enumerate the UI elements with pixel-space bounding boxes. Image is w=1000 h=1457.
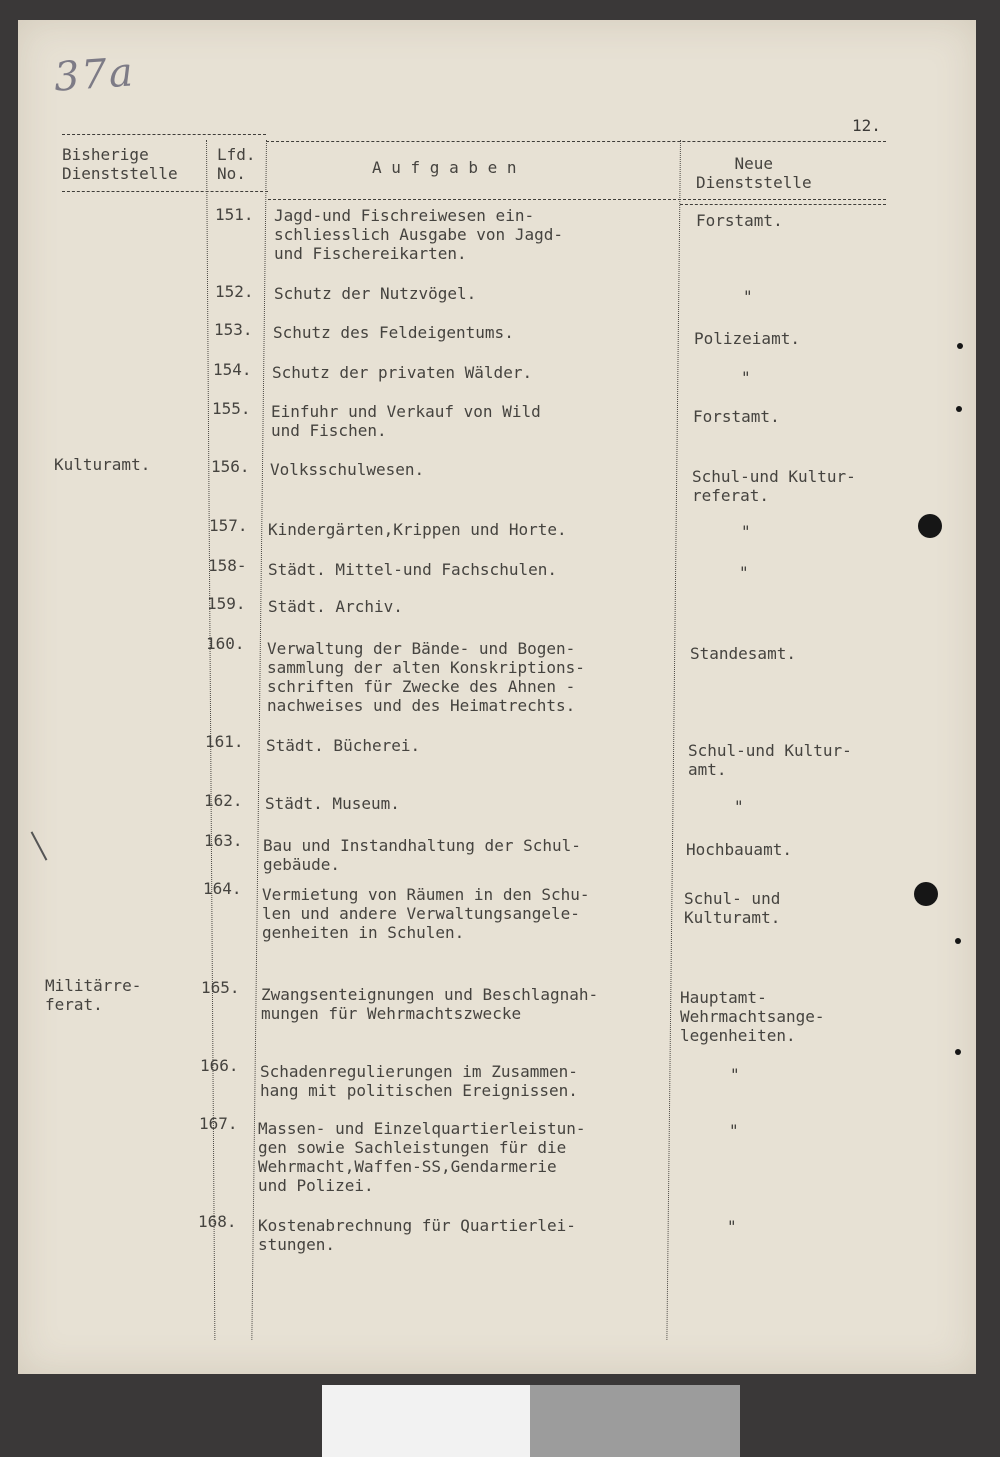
row-number: 160. [206,634,245,653]
margin-dot [956,406,962,412]
header-tasks: A u f g a b e n [372,158,517,177]
row-number: 154. [213,360,252,379]
row-new-office: Hauptamt- Wehrmachtsange- legenheiten. [680,988,825,1045]
row-number: 167. [199,1114,238,1133]
row-task: Vermietung von Räumen in den Schu- len und andere Verwaltungsangele- genheiten in Schulen. [262,885,590,942]
header-bottom-rule-right [268,199,886,200]
row-number: 157. [209,516,248,535]
row-new-office: Forstamt. [693,407,780,426]
margin-dot [955,1049,961,1055]
row-old-office: Militärre- ferat. [45,976,142,1014]
row-number: 159. [207,594,246,613]
row-new-office: " [741,522,751,541]
row-number: 151. [215,205,254,224]
margin-dot [955,938,961,944]
row-new-office: " [739,563,749,582]
calibration-strip-white [322,1385,530,1457]
row-new-office: Polizeiamt. [694,329,800,348]
header-top-rule [62,134,266,135]
punch-hole-dot [914,882,938,906]
row-new-office: " [741,368,751,387]
row-task: Einfuhr und Verkauf von Wild und Fischen. [271,402,541,440]
row-task: Schadenregulierungen im Zusammen- hang mit politischen Ereignissen. [260,1062,578,1100]
row-task: Städt. Bücherei. [266,736,421,755]
row-task: Schutz des Feldeigentums. [273,323,514,342]
punch-hole-dot [918,514,942,538]
row-new-office: Schul-und Kultur- amt. [688,741,852,779]
row-new-office: " [727,1217,737,1236]
row-number: 164. [203,879,242,898]
page-number: 12. [852,116,881,135]
row-number: 156. [211,457,250,476]
handwritten-note: 37a [52,49,137,101]
row-number: 152. [215,282,254,301]
row-new-office: Forstamt. [696,211,783,230]
new-col-header-rule [680,204,886,205]
row-number: 165. [201,978,240,997]
row-number: 168. [198,1212,237,1231]
row-new-office: Hochbauamt. [686,840,792,859]
row-task: Zwangsenteignungen und Beschlagnah- mungen für Wehrmachtszwecke [261,985,599,1023]
row-task: Massen- und Einzelquartierleistun- gen sowie Sachleistungen für die Wehrmacht,Waffen-SS,Gendarmerie und Polizei. [258,1119,586,1195]
row-task: Volksschulwesen. [270,460,425,479]
row-new-office: " [734,797,744,816]
row-number: 158- [208,556,247,575]
row-task: Städt. Museum. [265,794,400,813]
row-new-office: " [730,1065,740,1084]
row-number: 166. [200,1056,239,1075]
header-number: Lfd. No. [217,145,256,183]
row-number: 155. [212,399,251,418]
row-task: Städt. Archiv. [268,597,403,616]
row-task: Schutz der Nutzvögel. [274,284,477,303]
header-top-rule-right [266,141,886,142]
row-task: Schutz der privaten Wälder. [272,363,533,382]
margin-dot [957,343,963,349]
row-task: Kindergärten,Krippen und Horte. [268,520,567,539]
row-new-office: Schul- und Kulturamt. [684,889,781,927]
row-task: Jagd-und Fischreiwesen ein- schliesslich Ausgabe von Jagd- und Fischereikarten. [274,206,563,263]
row-task: Verwaltung der Bände- und Bogen- sammlung der alten Konskriptions- schriften für Zwecke des Ahnen - nachweises und des Heimatrechts. [267,639,585,715]
row-task: Städt. Mittel-und Fachschulen. [268,560,557,579]
row-task: Bau und Instandhaltung der Schul- gebäude. [263,836,581,874]
header-new-office: Neue Dienststelle [696,154,812,192]
header-old-office: Bisherige Dienststelle [62,145,178,183]
row-new-office: Schul-und Kultur- referat. [692,467,856,505]
row-task: Kostenabrechnung für Quartierlei- stungen. [258,1216,576,1254]
row-new-office: Standesamt. [690,644,796,663]
calibration-strip-gray [530,1385,740,1457]
row-new-office: " [743,287,753,306]
row-new-office: " [729,1121,739,1140]
row-number: 153. [214,320,253,339]
row-old-office: Kulturamt. [54,455,151,474]
row-number: 163. [204,831,243,850]
header-bottom-rule [62,191,268,192]
row-number: 161. [205,732,244,751]
row-number: 162. [204,791,243,810]
